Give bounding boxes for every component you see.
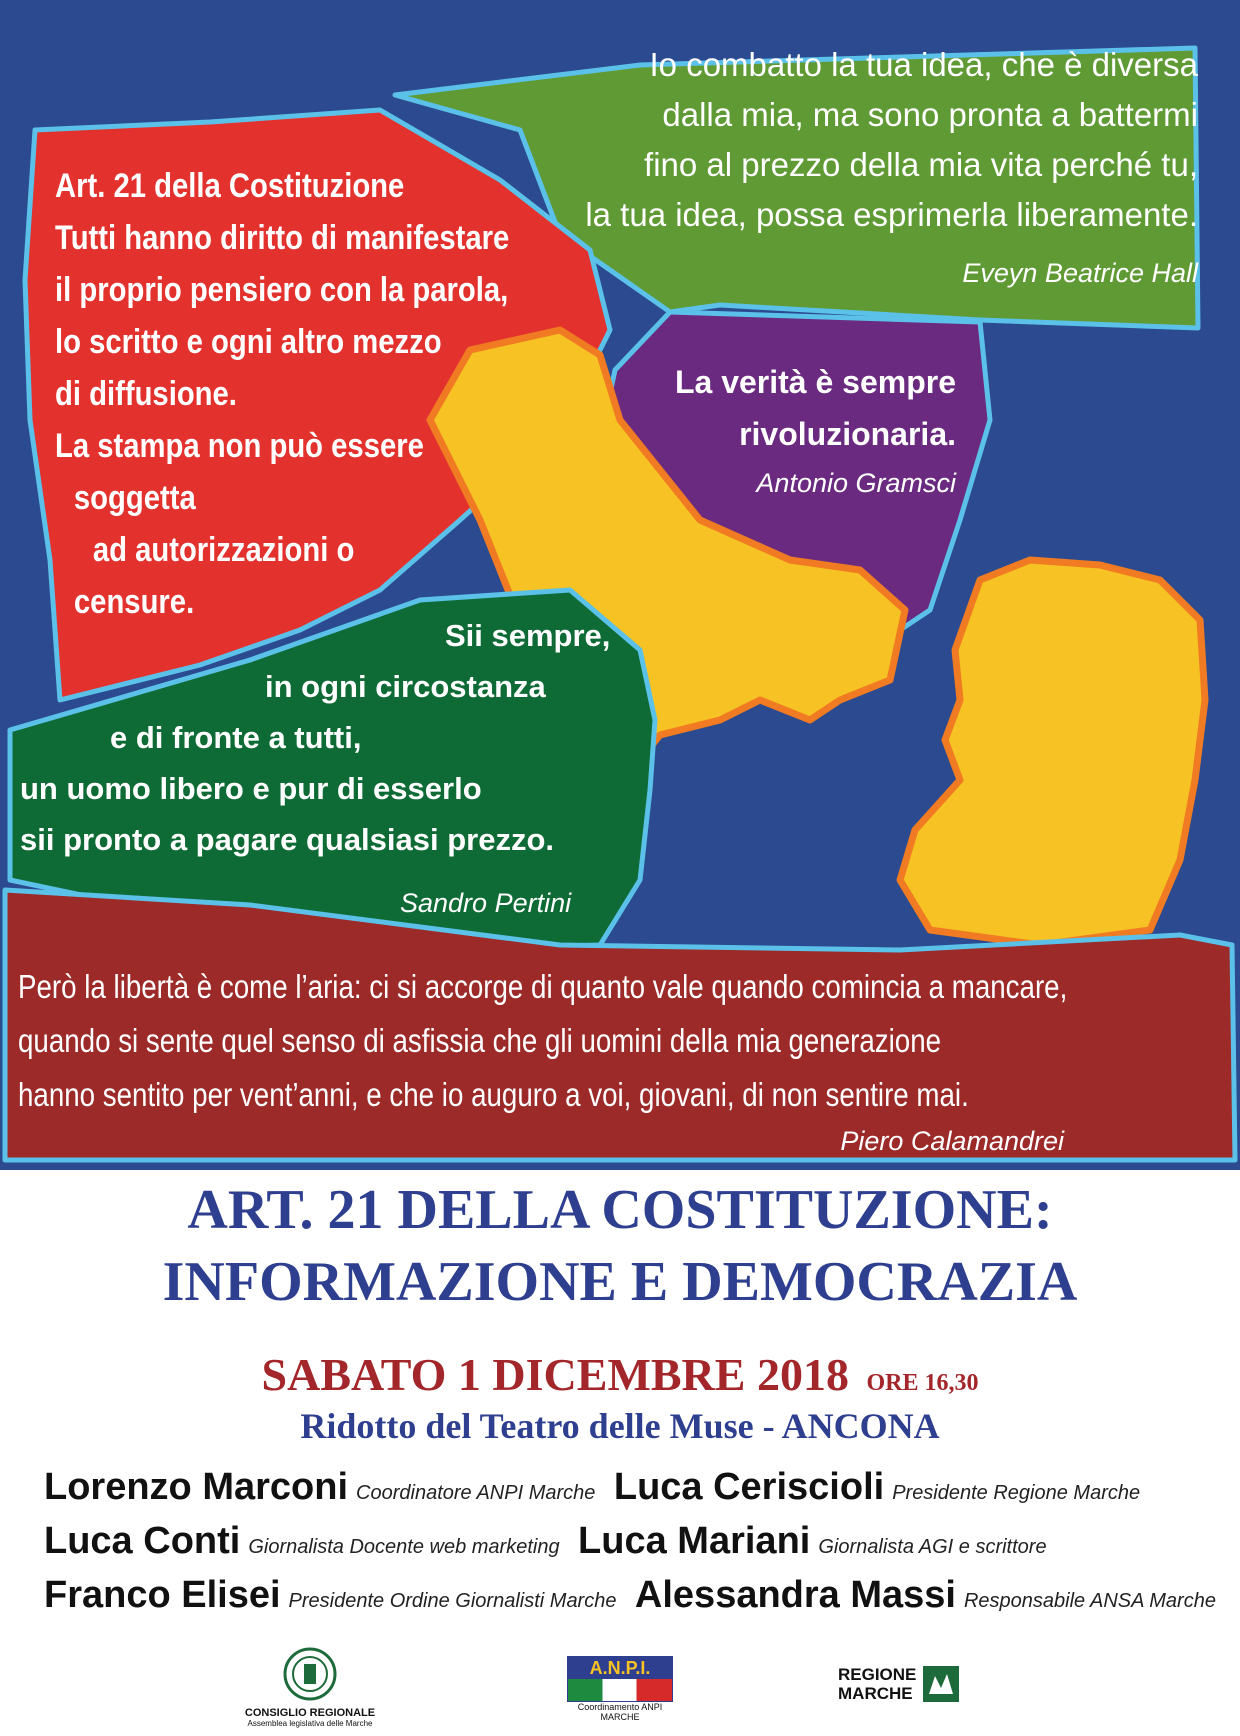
- consiglio-emblem-icon: [282, 1646, 338, 1702]
- gramsci-quote: [640, 356, 956, 460]
- regione-line1: REGIONE: [838, 1665, 917, 1684]
- gramsci-quote-line: rivoluzionaria.: [739, 416, 956, 452]
- speaker-role: Giornalista AGI e scrittore: [818, 1536, 1047, 1558]
- pertini-quote-line: sii pronto a pagare qualsiasi prezzo.: [20, 822, 555, 857]
- article-line: ad autorizzazioni o: [92, 531, 355, 569]
- article-line: censure.: [73, 583, 195, 621]
- speaker-row: [44, 1520, 1061, 1563]
- anpi-name: A.N.P.I.: [568, 1657, 672, 1679]
- hall-quote: [578, 40, 1198, 240]
- article-line: Tutti hanno diritto di manifestare: [55, 219, 510, 257]
- event-title-line2: INFORMAZIONE E DEMOCRAZIA: [162, 1251, 1078, 1313]
- article-heading: Art. 21 della Costituzione: [55, 167, 405, 205]
- speaker-name: Franco Elisei: [44, 1574, 281, 1616]
- speaker-role: Presidente Ordine Giornalisti Marche: [288, 1590, 617, 1612]
- calamandrei-quote-line: Però la libertà è come l’aria: ci si accorge di quanto vale quando comincia a mancare,: [18, 968, 1068, 1005]
- consiglio-line2: Assemblea legislativa delle Marche: [247, 1719, 373, 1728]
- anpi-logo: [560, 1656, 680, 1722]
- speaker-role: Giornalista Docente web marketing: [248, 1536, 560, 1558]
- pertini-quote-line: e di fronte a tutti,: [110, 720, 362, 755]
- regione-emblem-icon: [921, 1664, 961, 1704]
- anpi-caption1: Coordinamento ANPI: [577, 1702, 663, 1712]
- event-title-line1: ART. 21 DELLA COSTITUZIONE:: [187, 1179, 1053, 1241]
- event-venue: Ridotto del Teatro delle Muse - ANCONA: [300, 1406, 940, 1446]
- hall-quote-line: dalla mia, ma sono pronta a battermi: [662, 96, 1198, 133]
- article-line: soggetta: [73, 479, 196, 517]
- consiglio-line1: CONSIGLIO REGIONALE: [244, 1707, 376, 1719]
- speaker-name: Alessandra Massi: [634, 1574, 956, 1616]
- article-line: di diffusione.: [55, 375, 237, 413]
- speaker-name: Lorenzo Marconi: [44, 1466, 349, 1508]
- speaker-name: Luca Ceriscioli: [613, 1466, 885, 1508]
- hall-author: Eveyn Beatrice Hall: [962, 258, 1198, 288]
- calamandrei-author: Piero Calamandrei: [840, 1126, 1064, 1156]
- article-line: La stampa non può essere: [55, 427, 424, 465]
- regione-text: [838, 1665, 916, 1703]
- pertini-quote-line: un uomo libero e pur di esserlo: [20, 771, 482, 806]
- pertini-quote-line: Sii sempre,: [445, 618, 611, 653]
- article-line: lo scritto e ogni altro mezzo: [55, 323, 442, 361]
- speaker-name: Luca Conti: [44, 1520, 241, 1562]
- calamandrei-quote-line: quando si sente quel senso di asfissia che gli uomini della mia generazione: [18, 1022, 942, 1059]
- event-date: SABATO 1 DICEMBRE 2018: [261, 1349, 849, 1400]
- speaker-role: Responsabile ANSA Marche: [963, 1590, 1216, 1612]
- consiglio-regionale-logo: [220, 1646, 400, 1728]
- calamandrei-quote: [18, 960, 1067, 1122]
- pertini-author: Sandro Pertini: [400, 888, 572, 918]
- speaker-row: [44, 1466, 1154, 1509]
- anpi-flag-icon: [568, 1679, 672, 1701]
- calamandrei-quote-line: hanno sentito per vent’anni, e che io auguro a voi, giovani, di non sentire mai.: [18, 1076, 969, 1113]
- gramsci-quote-line: La verità è sempre: [674, 364, 956, 400]
- anpi-badge: [567, 1656, 673, 1702]
- event-time: ORE 16,30: [866, 1370, 979, 1396]
- article-text-block: [55, 160, 509, 628]
- anpi-caption2: MARCHE: [600, 1712, 640, 1722]
- gramsci-author: Antonio Gramsci: [756, 468, 956, 498]
- speaker-row: [44, 1574, 1230, 1617]
- speaker-role: Presidente Regione Marche: [892, 1482, 1141, 1504]
- hall-quote-line: la tua idea, possa esprimerla liberamente.: [585, 196, 1198, 233]
- speaker-name: Luca Mariani: [578, 1520, 811, 1562]
- regione-line2: MARCHE: [838, 1684, 913, 1703]
- article-line: il proprio pensiero con la parola,: [55, 271, 509, 309]
- pertini-quote-line: in ogni circostanza: [265, 669, 546, 704]
- pertini-quote: [20, 610, 620, 865]
- regione-marche-logo: [838, 1664, 978, 1704]
- hall-quote-line: fino al prezzo della mia vita perché tu,: [644, 146, 1198, 183]
- speaker-role: Coordinatore ANPI Marche: [356, 1482, 596, 1504]
- event-date-line: [0, 1348, 1240, 1410]
- hall-quote-line: Io combatto la tua idea, che è diversa: [649, 46, 1198, 83]
